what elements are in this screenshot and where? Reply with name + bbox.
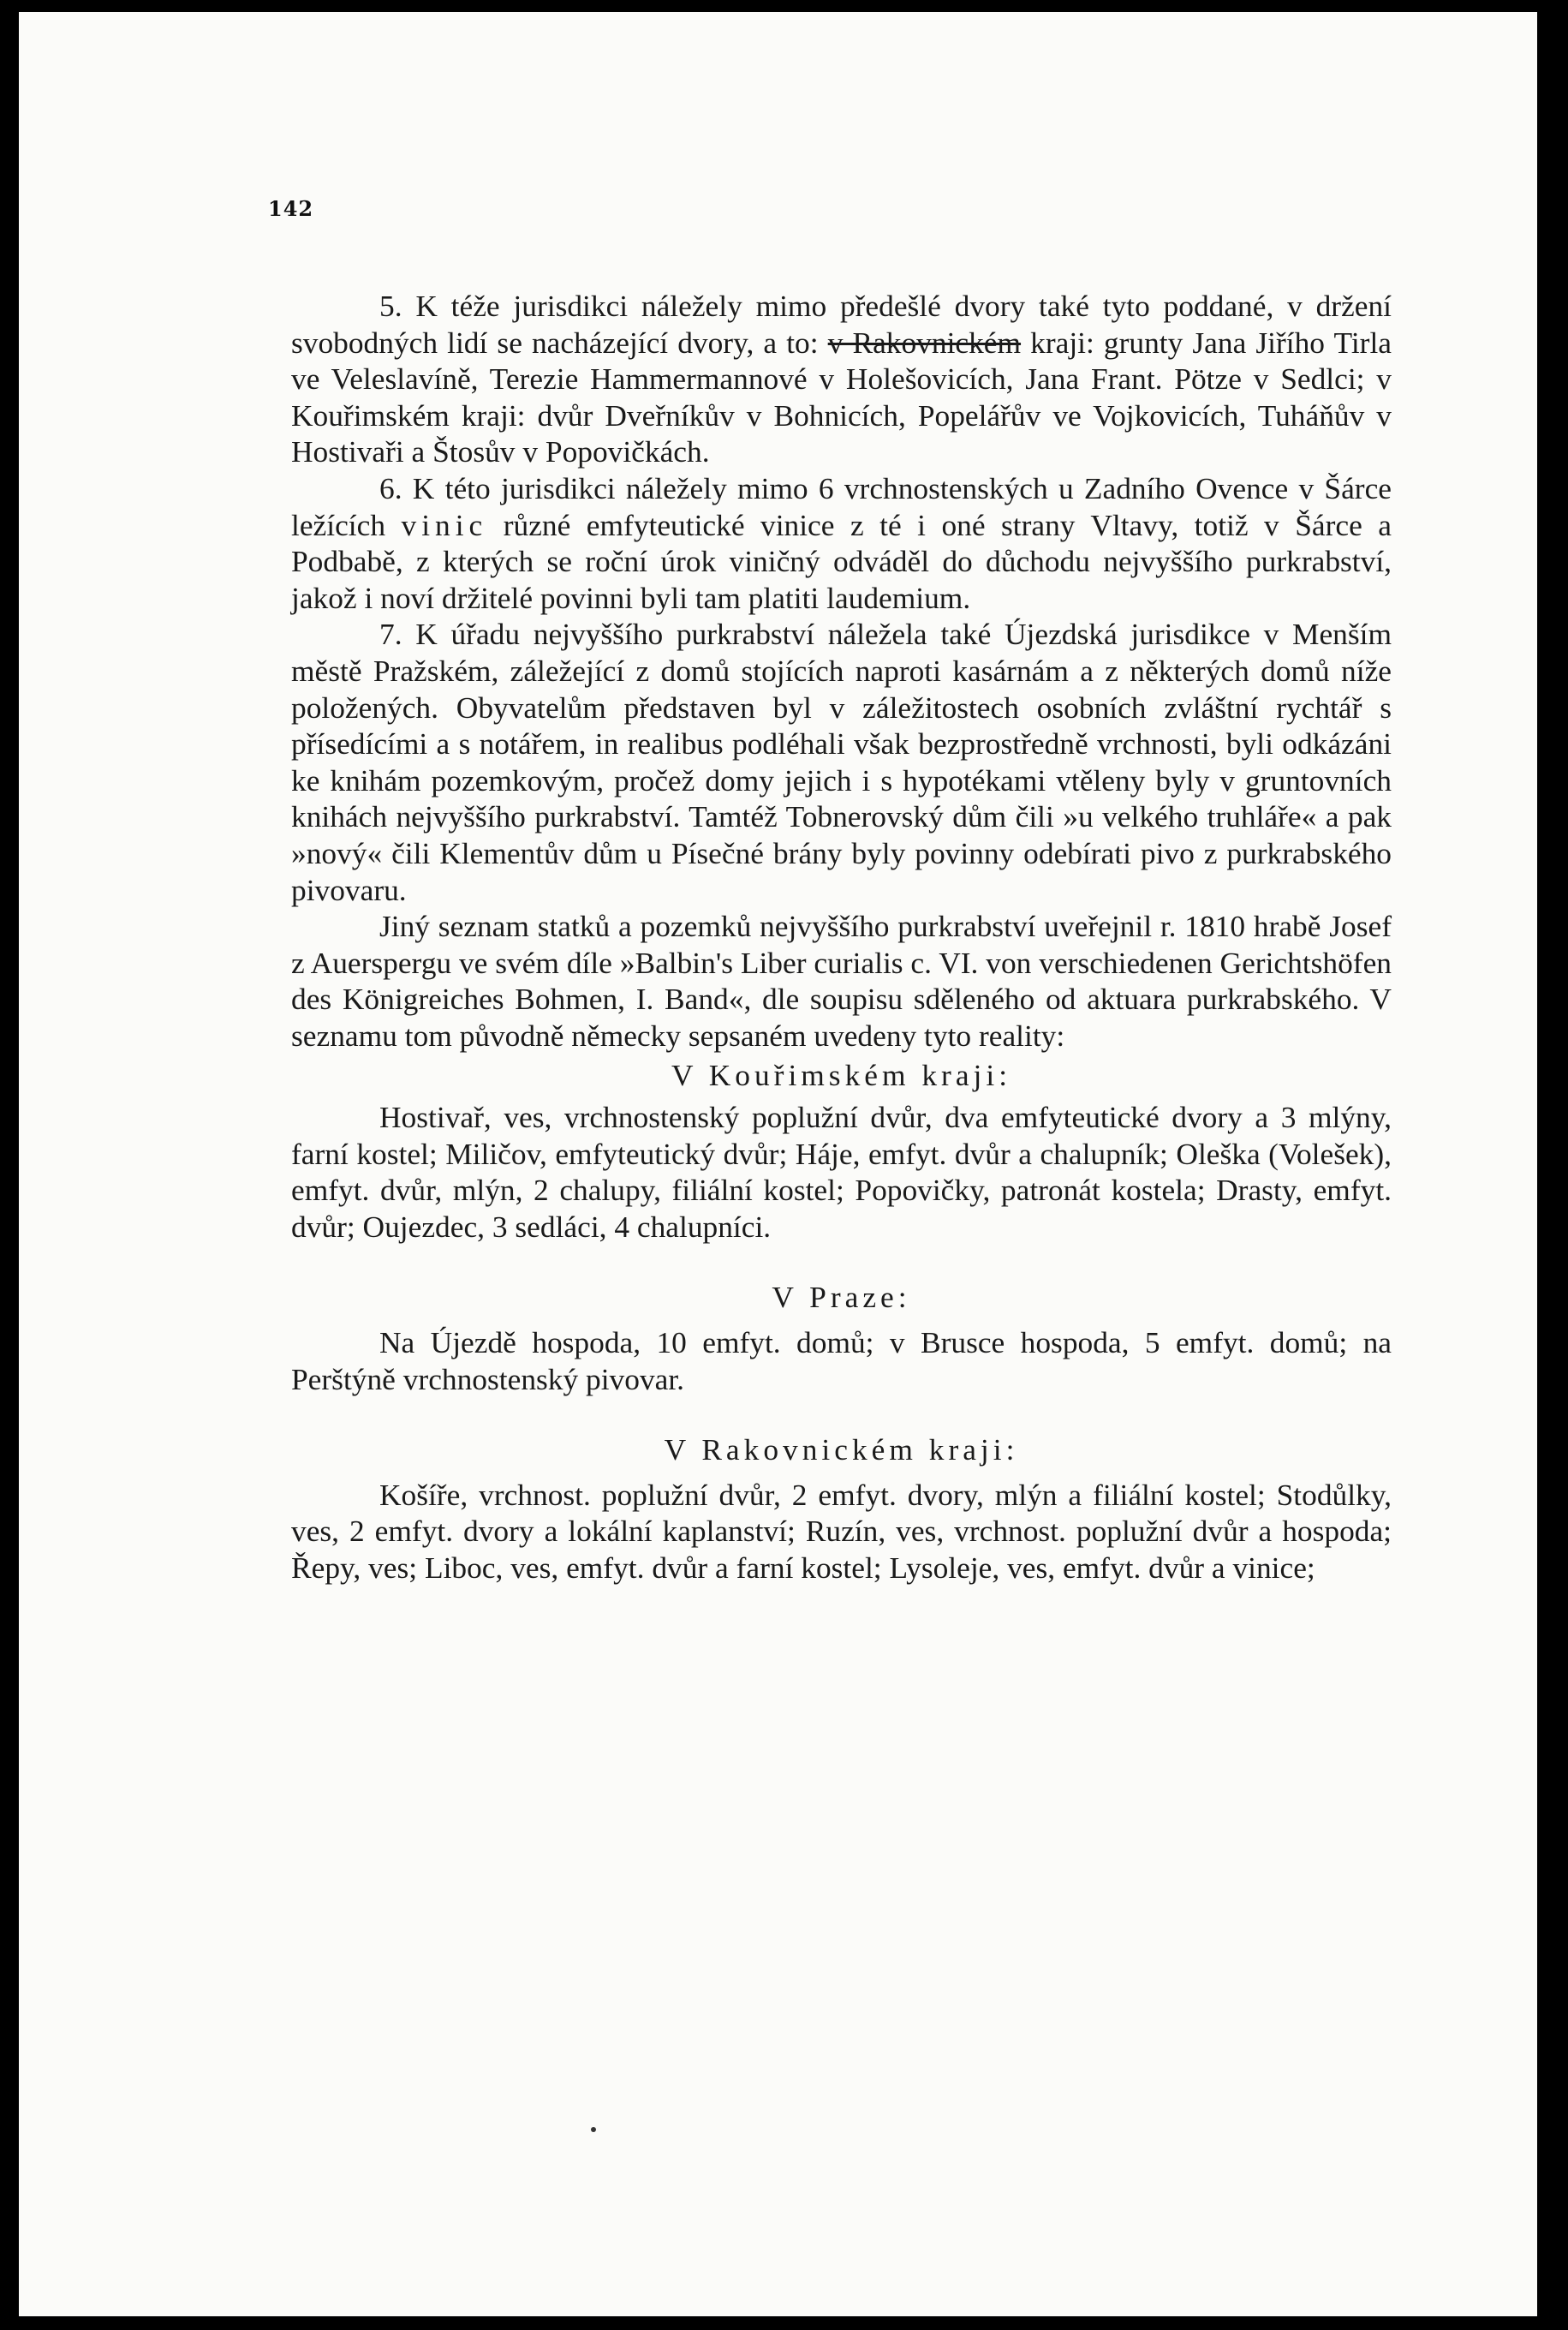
section-heading-praha: V Praze:: [772, 1280, 911, 1315]
page-body: [291, 288, 1392, 1586]
section-heading-rakovnik: V Rakovnickém kraji:: [664, 1432, 1019, 1467]
paragraph-5-text-b: kraji: grunty Jana Jiřího Tirla ve Veleslavíně, Terezie Hammermannové v Holešovicích, Jana Frant. Pötze v Sedlci; v Kouřimském kraji: dvůr Dveřníkův v Bohnicích, Popelářův ve Vojkovicích, Tuháňův v Hostivaři a Štosův v Popovičkách.: [291, 325, 1392, 469]
paragraph-6-text-b: různé emfyteutické vinice z té i oné strany Vltavy, totiž v Šárce a Podbabě, z kterých se roční úrok viničný odváděl do důchodu nejvyššího purkrabství, jakož i noví držitelé povinni byli tam platiti laudemium.: [291, 507, 1392, 615]
spaced-word: vinic: [401, 507, 488, 542]
struck-text: v Rakovnickém: [827, 325, 1022, 360]
section-text-praha: Na Újezdě hospoda, 10 emfyt. domů; v Brusce hospoda, 5 emfyt. domů; na Perštýně vrchnostenský pivovar.: [291, 1325, 1392, 1396]
paragraph-8: Jiný seznam statků a pozemků nejvyššího purkrabství uveřejnil r. 1810 hrabě Josef z Auerspergu ve svém díle »Balbin's Liber curialis c. VI. von verschiedenen Gerichtshöfen des Königreiches Bohmen, I. Band«, dle soupisu sděleného od aktuara purkrabského. V seznamu tom původně německy sepsaném uvedeny tyto reality:: [291, 909, 1392, 1053]
section-text-kourim: Hostivař, ves, vrchnostenský poplužní dvůr, dva emfyteutické dvory a 3 mlýny, farní kostel; Miličov, emfyteutický dvůr; Háje, emfyt. dvůr a chalupník; Oleška (Volešek), emfyt. dvůr, mlýn, 2 chalupy, filiální kostel; Popovičky, patronát kostela; Drasty, emfyt. dvůr; Oujezdec, 3 sedláci, 4 chalupníci.: [291, 1100, 1392, 1244]
paragraph-6: [291, 470, 1392, 616]
section-heading-kourim: V Kouřimském kraji:: [671, 1058, 1012, 1093]
paragraph-6-text-a: 6. K této jurisdikci náležely mimo 6 vrchnostenských u Zadního Ovence v Šárce ležících: [291, 470, 1392, 542]
stray-mark: [591, 2127, 596, 2132]
paragraph-5-text-a: 5. K téže jurisdikci náležely mimo předešlé dvory také tyto poddané, v držení svobodných lidí se nacházející dvory, a to:: [291, 289, 1392, 360]
paragraph-5: [291, 288, 1392, 470]
scan-border: [1537, 0, 1568, 2330]
section-text-rakovnik: Košíře, vrchnost. poplužní dvůr, 2 emfyt. dvory, mlýn a filiální kostel; Stodůlky, ves, 2 emfyt. dvory a lokální kaplanství; Ruzín, ves, vrchnost. poplužní dvůr a hospoda; Řepy, ves; Liboc, ves, emfyt. dvůr a farní kostel; Lysoleje, ves, emfyt. dvůr a vinice;: [291, 1477, 1392, 1585]
paragraph-7: 7. K úřadu nejvyššího purkrabství náležela také Újezdská jurisdikce v Menším městě Pražském, záležející z domů stojících naproti kasárnám a z některých domů níže položených. Obyvatelům představen byl v záležitostech osobních zvláštní rychtář s přísedícími a s notářem, in realibus podléhali však bezprostředně vrchnosti, byli odkázáni ke knihám pozemkovým, pročež domy jejich i s hypotékami vtěleny byly v gruntovních knihách nejvyššího purkrabství. Tamtéž Tobnerovský dům čili »u velkého truhláře« a pak »nový« čili Klementův dům u Písečné brány byly povinny odebírati pivo z purkrabského pivovaru.: [291, 617, 1392, 907]
page-number: 142: [268, 196, 314, 221]
